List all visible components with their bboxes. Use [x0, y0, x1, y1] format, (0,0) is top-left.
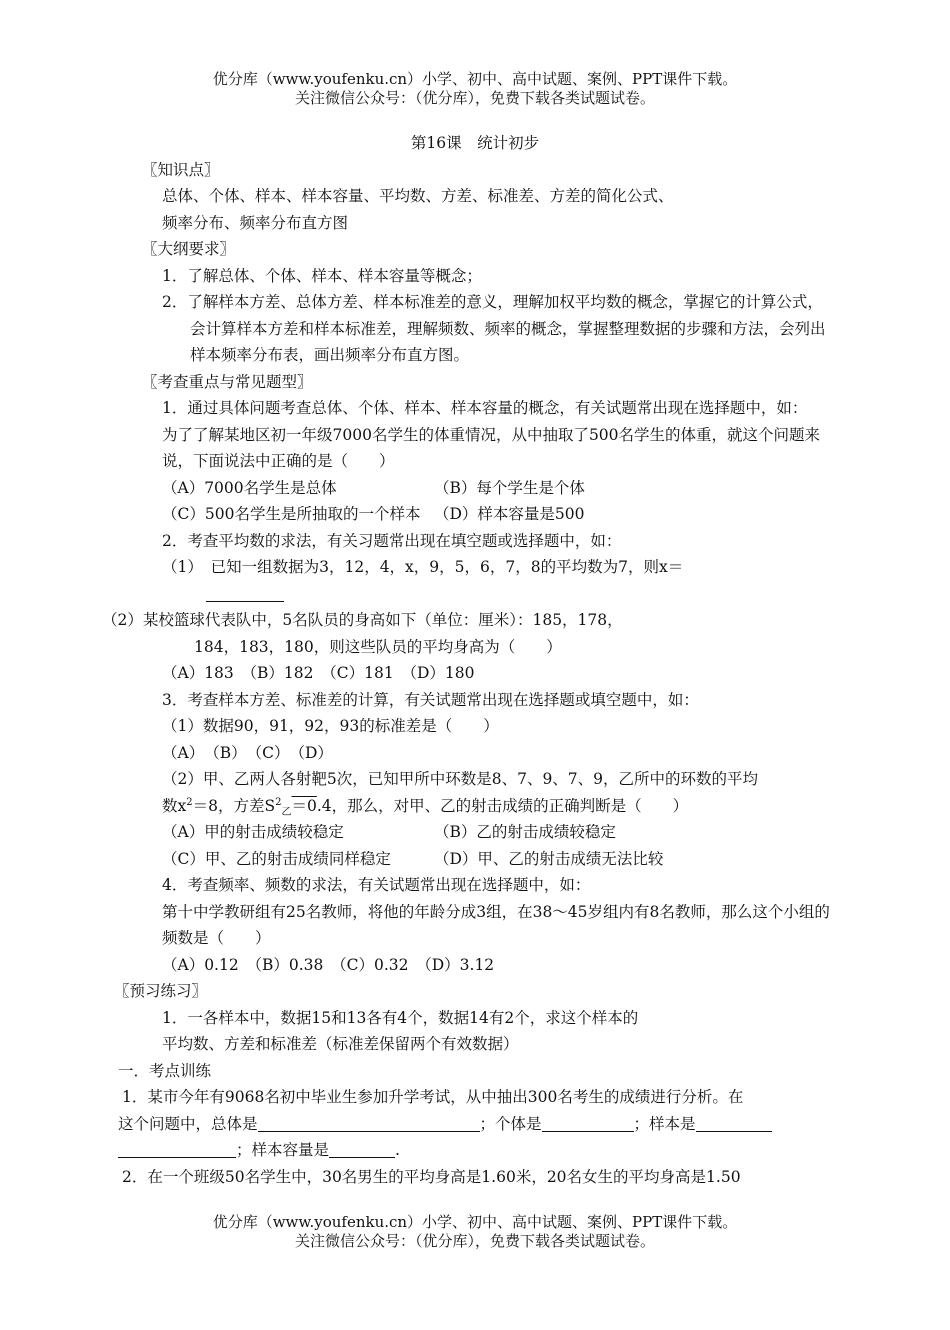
option-b: （B）每个学生是个体 — [434, 478, 585, 497]
focus-options-3a — [118, 819, 838, 846]
focus-question-1: 为了了解某地区初一年级7000名学生的体重情况，从中抽取了500名学生的体重，就这个问题来说，下面说法中正确的是（ ） — [162, 425, 821, 470]
blank-total — [258, 1113, 480, 1132]
focus-options-1a — [118, 475, 838, 502]
focus-point-3: 3．考查样本方差、标准差的计算，有关试题常出现在选择题或填空题中，如： — [162, 690, 699, 709]
option-c: （C）500名学生是所抽取的一个样本 — [162, 505, 421, 523]
focus-options-1b — [118, 501, 838, 528]
option-a: （A）7000名学生是总体 — [162, 478, 337, 497]
training-q1-line-1: 1．某市今年有9068名初中毕业生参加升学考试，从中抽出300名考生的成绩进行分析。在 — [122, 1088, 744, 1106]
header-line-2: 关注微信公众号：（优分库），免费下载各类试题试卷。 — [294, 89, 655, 107]
blank-individual — [542, 1113, 634, 1132]
q1-total-label: 这个问题中，总体是 — [118, 1114, 258, 1133]
knowledge-line-2: 频率分布、频率分布直方图 — [162, 213, 349, 232]
training-q1-line-3 — [118, 1137, 838, 1164]
option-3a: （A）甲的射击成绩较稳定 — [162, 823, 344, 841]
focus-options-3-1: （A） （B） （C） （D） — [162, 743, 333, 762]
preview-heading: 〖预习练习〗 — [114, 982, 208, 1000]
blank-sample-b — [118, 1139, 236, 1158]
q1-size-label: ；样本容量是 — [236, 1141, 330, 1159]
footer-line-2: 关注微信公众号：（优分库），免费下载各类试题试卷。 — [294, 1232, 655, 1250]
knowledge-heading: 〖知识点〗 — [142, 160, 220, 179]
focus-question-3-1: （1）数据90，91，92，93的标准差是（ ） — [162, 717, 499, 735]
main-content — [102, 130, 838, 1190]
q32b-overline: ＝0 — [291, 796, 317, 815]
lesson-title: 第16课 统计初步 — [410, 134, 540, 152]
outline-item-2: 2．了解样本方差、总体方差、样本标准差的意义，理解加权平均数的概念，掌握它的计算公式，会计算样本方差和样本标准差，理解频数、频率的概念，掌握整理数据的步骤和方法，会列出样本频率分布表，画出频率分布直方图。 — [162, 293, 826, 364]
focus-heading: 〖考查重点与常见题型〗 — [142, 372, 313, 391]
focus-question-3-2b — [118, 793, 838, 820]
focus-options-4: （A）0.12 （B）0.38 （C）0.32 （D）3.12 — [162, 955, 495, 974]
q32b-part-3: .4，那么，对甲、乙的射击成绩的正确判断是（ ） — [316, 796, 689, 815]
training-heading: 一．考点训练 — [118, 1061, 212, 1080]
outline-item-1: 1．了解总体、个体、样本、样本容量等概念； — [162, 266, 482, 285]
focus-point-4: 4．考查频率、频数的求法，有关试题常出现在选择题中，如： — [162, 876, 591, 894]
option-3b: （B）乙的射击成绩较稳定 — [434, 823, 616, 841]
q32b-sub: 乙 — [281, 806, 292, 818]
answer-blank — [206, 583, 284, 602]
blank-sample-size — [329, 1139, 395, 1158]
preview-line-2: 平均数、方差和标准差（标准差保留两个有效数据） — [162, 1035, 519, 1053]
answer-blank-row — [118, 581, 838, 608]
knowledge-line-1: 总体、个体、样本、样本容量、平均数、方差、标准差、方差的简化公式、 — [162, 187, 674, 205]
option-3d: （D）甲、乙的射击成绩无法比较 — [434, 849, 664, 868]
page-header — [0, 70, 950, 108]
focus-question-2-2a: （2）某校篮球代表队中，5名队员的身高如下（单位：厘米）：185，178， — [102, 611, 623, 629]
focus-question-3-2a: （2）甲、乙两人各射靶5次，已知甲所中环数是8、7、9、7、9，乙所中的环数的平均 — [162, 770, 759, 788]
q32b-part-1: 数x — [162, 796, 187, 815]
q1-sample-label: ；样本是 — [633, 1114, 696, 1133]
focus-question-2-2b: 184，183，180，则这些队员的平均身高为（ ） — [194, 637, 562, 656]
focus-question-4: 第十中学教研组有25名教师，将他的年龄分成3组，在38～45岁组内有8名教师，那么这个小组的频数是（ ） — [162, 902, 830, 947]
option-d: （D）样本容量是500 — [434, 505, 585, 523]
focus-options-2: （A）183 （B）182 （C）181 （D）180 — [162, 664, 475, 682]
footer-line-1: 优分库（www.youfenku.cn）小学、初中、高中试题、案例、PPT课件下载。 — [212, 1213, 738, 1231]
focus-options-3b — [118, 846, 838, 873]
blank-sample-a — [696, 1113, 772, 1132]
focus-point-1: 1．通过具体问题考查总体、个体、样本、样本容量的概念，有关试题常出现在选择题中，如： — [162, 399, 808, 417]
header-line-1: 优分库（www.youfenku.cn）小学、初中、高中试题、案例、PPT课件下载。 — [212, 70, 738, 88]
q32b-part-2: ＝8，方差S — [192, 796, 276, 815]
training-q1-line-2 — [118, 1111, 838, 1138]
focus-point-2: 2．考查平均数的求法，有关习题常出现在填空题或选择题中，如： — [162, 531, 622, 550]
page-footer — [0, 1213, 950, 1251]
q32b-sup-2: 2 — [275, 796, 282, 808]
option-3c: （C）甲、乙的射击成绩同样稳定 — [162, 849, 391, 868]
training-q2-line-1: 2．在一个班级50名学生中，30名男生的平均身高是1.60米，20名女生的平均身高是1.50 — [122, 1167, 741, 1186]
q1-individual-label: ；个体是 — [479, 1114, 542, 1133]
preview-line-1: 1．一各样本中，数据15和13各有4个，数据14有2个，求这个样本的 — [162, 1008, 639, 1027]
focus-question-2-1: （1） 已知一组数据为3，12，4，x，9，5，6，7，8的平均数为7，则x＝ — [162, 558, 684, 576]
q1-end: . — [395, 1141, 400, 1159]
outline-heading: 〖大纲要求〗 — [142, 240, 236, 258]
q32b-sup-1: 2 — [186, 796, 193, 808]
